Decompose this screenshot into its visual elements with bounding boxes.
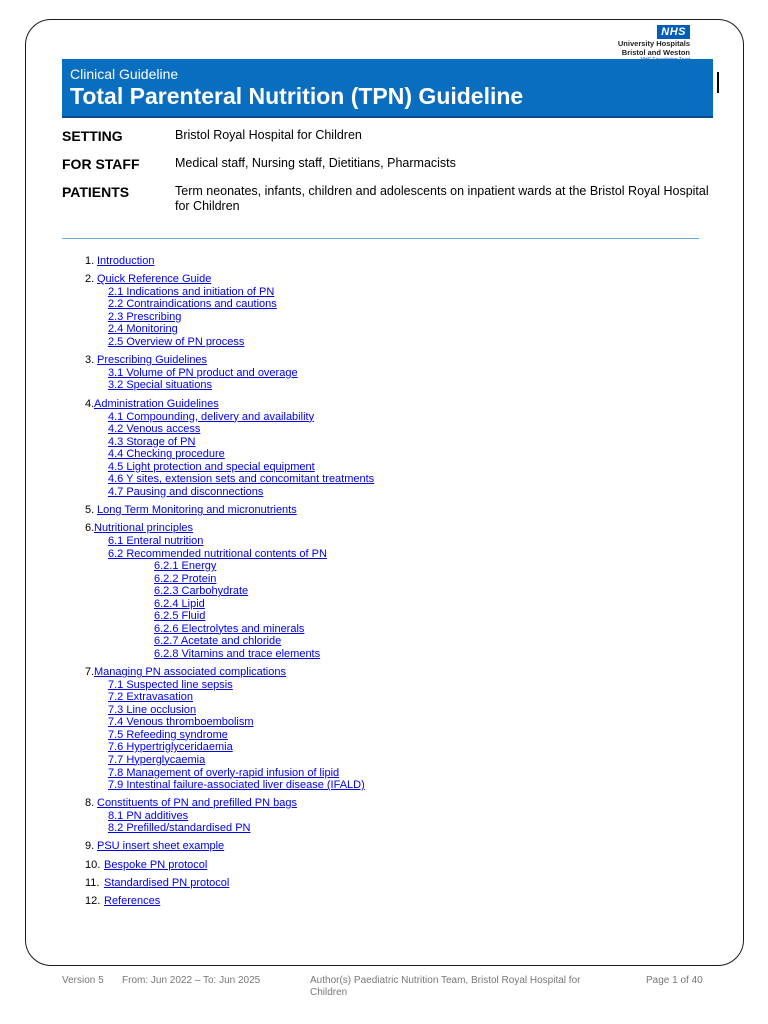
toc-number: 10. bbox=[85, 859, 101, 871]
toc-link-7-2[interactable]: 7.2 Extravasation bbox=[108, 691, 193, 703]
toc-link-4-6[interactable]: 4.6 Y sites, extension sets and concomitant treatments bbox=[108, 473, 375, 485]
toc-link-managing-complications[interactable]: Managing PN associated complications bbox=[94, 666, 286, 678]
toc-link-6-2-5[interactable]: 6.2.5 Fluid bbox=[154, 610, 206, 622]
toc-link-prescribing-guidelines[interactable]: Prescribing Guidelines bbox=[97, 354, 208, 366]
setting-label: SETTING bbox=[62, 128, 123, 144]
toc-link-6-2[interactable]: 6.2 Recommended nutritional contents of PN bbox=[108, 547, 327, 560]
document-type: Clinical Guideline bbox=[70, 66, 179, 82]
toc-number: 1. bbox=[85, 255, 95, 267]
toc-link-7-5[interactable]: 7.5 Refeeding syndrome bbox=[108, 728, 228, 741]
org-name-line1: University Hospitals bbox=[617, 39, 690, 48]
toc-link-7-6[interactable]: 7.6 Hypertriglyceridaemia bbox=[108, 741, 233, 753]
toc-link-2-5[interactable]: 2.5 Overview of PN process bbox=[108, 335, 245, 348]
toc-link-6-2-6[interactable]: 6.2.6 Electrolytes and minerals bbox=[154, 622, 305, 635]
toc-number: 4. bbox=[85, 398, 95, 410]
toc-link-2-4[interactable]: 2.4 Monitoring bbox=[108, 323, 178, 335]
footer-author: Author(s) Paediatric Nutrition Team, Bristol Royal Hospital for Children bbox=[310, 975, 581, 998]
toc-link-bespoke-protocol[interactable]: Bespoke PN protocol bbox=[104, 859, 208, 871]
toc-link-7-8[interactable]: 7.8 Management of overly-rapid infusion of lipid bbox=[108, 766, 340, 779]
toc-link-6-2-2[interactable]: 6.2.2 Protein bbox=[154, 572, 217, 585]
toc-link-constituents[interactable]: Constituents of PN and prefilled PN bags bbox=[97, 797, 297, 809]
toc-link-6-2-1[interactable]: 6.2.1 Energy bbox=[154, 560, 217, 572]
patients-label: PATIENTS bbox=[62, 184, 130, 200]
toc-link-4-4[interactable]: 4.4 Checking procedure bbox=[108, 448, 225, 460]
staff-value: Medical staff, Nursing staff, Dietitians, Pharmacists bbox=[175, 156, 456, 170]
section-divider bbox=[62, 238, 699, 239]
toc-link-2-1[interactable]: 2.1 Indications and initiation of PN bbox=[108, 285, 275, 298]
toc-number: 5. bbox=[85, 504, 95, 516]
toc-link-4-1[interactable]: 4.1 Compounding, delivery and availability bbox=[108, 410, 315, 423]
toc-link-7-4[interactable]: 7.4 Venous thromboembolism bbox=[108, 716, 254, 728]
toc-link-7-3[interactable]: 7.3 Line occlusion bbox=[108, 703, 197, 716]
toc-link-psu-insert[interactable]: PSU insert sheet example bbox=[97, 840, 225, 852]
toc-link-8-1[interactable]: 8.1 PN additives bbox=[108, 809, 189, 822]
toc-link-6-2-4[interactable]: 6.2.4 Lipid bbox=[154, 597, 205, 610]
banner-divider bbox=[717, 72, 719, 93]
toc-number: 2. bbox=[85, 273, 95, 285]
patients-value: Term neonates, infants, children and adolescents on inpatient wards at the Bristol Royal Hospital for Children bbox=[175, 184, 709, 213]
toc-link-quick-reference[interactable]: Quick Reference Guide bbox=[97, 273, 212, 285]
setting-value: Bristol Royal Hospital for Children bbox=[175, 128, 362, 142]
toc-number: 7. bbox=[85, 666, 95, 678]
toc-link-4-5[interactable]: 4.5 Light protection and special equipment bbox=[108, 460, 315, 473]
nhs-badge: NHS bbox=[657, 25, 690, 39]
toc-link-references[interactable]: References bbox=[104, 895, 161, 907]
toc-link-6-2-3[interactable]: 6.2.3 Carbohydrate bbox=[154, 585, 249, 597]
toc-link-standardised-protocol[interactable]: Standardised PN protocol bbox=[104, 877, 230, 889]
toc-number: 3. bbox=[85, 354, 95, 366]
toc-link-3-2[interactable]: 3.2 Special situations bbox=[108, 379, 212, 391]
toc-link-6-2-7[interactable]: 6.2.7 Acetate and chloride bbox=[154, 635, 282, 647]
toc-link-introduction[interactable]: Introduction bbox=[97, 255, 155, 267]
toc-link-7-9[interactable]: 7.9 Intestinal failure-associated liver disease (IFALD) bbox=[108, 779, 365, 791]
toc-link-6-1[interactable]: 6.1 Enteral nutrition bbox=[108, 535, 204, 547]
toc-link-2-2[interactable]: 2.2 Contraindications and cautions bbox=[108, 298, 277, 310]
toc-link-2-3[interactable]: 2.3 Prescribing bbox=[108, 310, 182, 323]
footer-version: Version 5 bbox=[62, 975, 104, 986]
staff-label: FOR STAFF bbox=[62, 156, 140, 172]
toc-link-4-2[interactable]: 4.2 Venous access bbox=[108, 423, 201, 435]
toc-number: 12. bbox=[85, 895, 101, 907]
toc-link-7-1[interactable]: 7.1 Suspected line sepsis bbox=[108, 678, 233, 691]
toc-link-6-2-8[interactable]: 6.2.8 Vitamins and trace elements bbox=[154, 647, 321, 660]
footer-dates: From: Jun 2022 – To: Jun 2025 bbox=[122, 975, 261, 986]
toc-link-long-term-monitoring[interactable]: Long Term Monitoring and micronutrients bbox=[97, 504, 297, 516]
org-name-line2: Bristol and Weston bbox=[621, 47, 690, 57]
toc-number: 8. bbox=[85, 797, 95, 809]
toc-link-administration-guidelines[interactable]: Administration Guidelines bbox=[94, 398, 219, 410]
toc-link-nutritional-principles[interactable]: Nutritional principles bbox=[94, 522, 194, 534]
toc-link-7-7[interactable]: 7.7 Hyperglycaemia bbox=[108, 753, 206, 766]
toc-number: 11. bbox=[85, 877, 100, 889]
nhs-logo bbox=[618, 22, 690, 63]
toc-link-4-3[interactable]: 4.3 Storage of PN bbox=[108, 435, 196, 448]
footer-page-number: Page 1 of 40 bbox=[646, 975, 703, 986]
toc-link-8-2[interactable]: 8.2 Prefilled/standardised PN bbox=[108, 822, 251, 834]
toc-link-4-7[interactable]: 4.7 Pausing and disconnections bbox=[108, 485, 264, 498]
toc-number: 6. bbox=[85, 522, 95, 534]
document-title: Total Parenteral Nutrition (TPN) Guideline bbox=[70, 83, 524, 109]
toc-number: 9. bbox=[85, 840, 95, 852]
toc-link-3-1[interactable]: 3.1 Volume of PN product and overage bbox=[108, 366, 298, 379]
title-banner bbox=[62, 59, 713, 118]
